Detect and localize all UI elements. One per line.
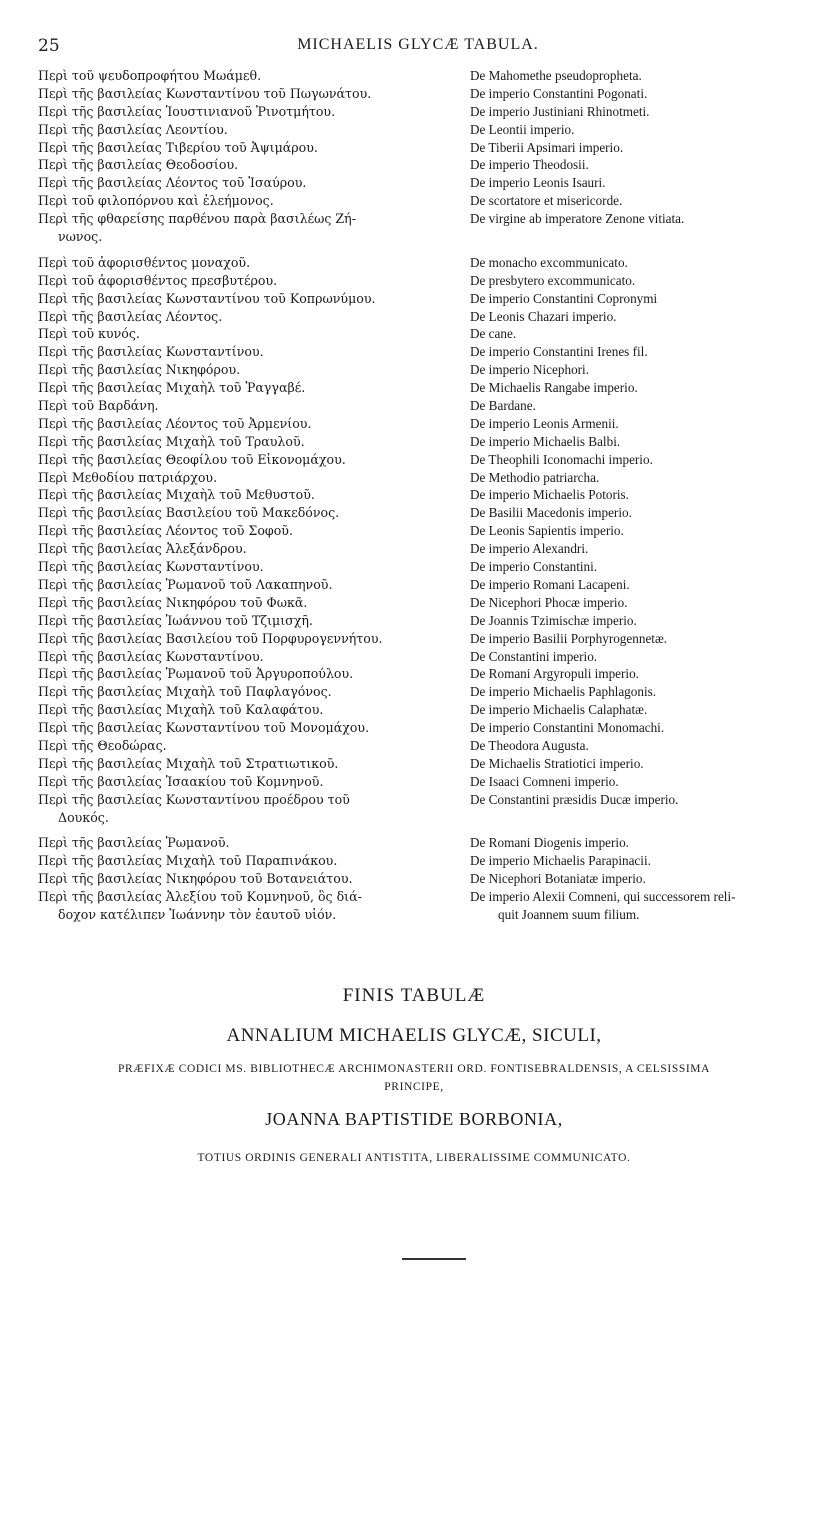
latin-title: De Leonis Chazari imperio. (470, 308, 617, 324)
greek-title: Περὶ τῆς βασιλείας Θεοφίλου τοῦ Εἰκονομάχου. (38, 451, 346, 467)
toc-row (0, 558, 828, 576)
toc-row (0, 504, 828, 522)
latin-title: De Constantini imperio. (470, 648, 598, 664)
toc-row (0, 834, 828, 852)
colophon-borbonia: JOANNA BAPTISTIDE BORBONIA, (265, 1109, 563, 1129)
toc-row (0, 852, 828, 870)
toc-row (0, 139, 828, 157)
greek-title: Περὶ τοῦ Βαρδάνη. (38, 398, 159, 414)
toc-row (0, 522, 828, 540)
toc-row (0, 361, 828, 379)
greek-title: δοχον κατέλιπεν Ἰωάννην τὸν ἑαυτοῦ υἱόν. (58, 906, 337, 922)
toc-row (0, 773, 828, 791)
greek-title: Περὶ τοῦ ἀφορισθέντος μοναχοῦ. (38, 254, 251, 270)
toc-row (0, 701, 828, 719)
toc-row (0, 648, 828, 666)
latin-title: De imperio Alexii Comneni, qui successorem reli- (470, 889, 736, 905)
greek-title: Περὶ τῆς φθαρείσης παρθένου παρὰ βασιλέως Ζή- (38, 211, 356, 227)
page-header (38, 36, 828, 56)
latin-title: De imperio Justiniani Rhinotmeti. (470, 103, 650, 119)
latin-title: De monacho excommunicato. (470, 254, 628, 270)
latin-title: De Romani Diogenis imperio. (470, 835, 629, 851)
toc-row (0, 791, 828, 809)
toc-row (0, 870, 828, 888)
greek-title: Περὶ τῆς βασιλείας Λέοντος τοῦ Ἰσαύρου. (38, 175, 307, 191)
toc-row (0, 755, 828, 773)
table-of-contents (0, 67, 828, 924)
greek-title: Περὶ τῆς βασιλείας Μιχαὴλ τοῦ Μεθυστοῦ. (38, 487, 315, 503)
toc-row (0, 433, 828, 451)
latin-title: De Leontii imperio. (470, 121, 575, 137)
latin-title: De imperio Leonis Armenii. (470, 415, 619, 431)
toc-row (0, 103, 828, 121)
greek-title: Περὶ τῆς βασιλείας Τιβερίου τοῦ Ἀψιμάρου. (38, 139, 318, 155)
toc-row (0, 415, 828, 433)
greek-title: Περὶ τῆς βασιλείας Θεοδοσίου. (38, 157, 239, 173)
toc-row (0, 906, 828, 924)
toc-row (0, 451, 828, 469)
latin-title: De imperio Michaelis Potoris. (470, 487, 629, 503)
toc-row (0, 397, 828, 415)
latin-title: De Joannis Tzimischæ imperio. (470, 612, 637, 628)
latin-title: De imperio Michaelis Parapinacii. (470, 853, 651, 869)
toc-row (0, 272, 828, 290)
greek-title: Περὶ τῆς βασιλείας Ἀλεξάνδρου. (38, 541, 247, 557)
closing-rule (402, 1258, 466, 1260)
greek-title: Περὶ τοῦ ἀφορισθέντος πρεσβυτέρου. (38, 272, 278, 288)
greek-title: Περὶ τῆς βασιλείας Ῥωμανοῦ τοῦ Λακαπηνοῦ. (38, 576, 333, 592)
toc-row (0, 67, 828, 85)
greek-title: Περὶ τοῦ φιλοπόρνου καὶ ἐλεήμονος. (38, 193, 274, 209)
latin-title: De Theophili Iconomachi imperio. (470, 451, 653, 467)
greek-title: Περὶ τῆς βασιλείας Κωνσταντίνου τοῦ Πωγωνάτου. (38, 85, 372, 101)
latin-title: De Basilii Macedonis imperio. (470, 505, 632, 521)
latin-title: De imperio Michaelis Calaphatæ. (470, 702, 648, 718)
greek-title: Περὶ τῆς βασιλείας Μιχαὴλ τοῦ Τραυλοῦ. (38, 433, 305, 449)
toc-row (0, 192, 828, 210)
latin-title: De Michaelis Rangabe imperio. (470, 380, 638, 396)
greek-title: Περὶ τῆς βασιλείας Ἰωάννου τοῦ Τζιμισχῆ. (38, 612, 313, 628)
latin-title: De imperio Michaelis Paphlagonis. (470, 684, 657, 700)
colophon-finis: FINIS TABULÆ (342, 985, 486, 1006)
greek-title: Περὶ τῆς βασιλείας Νικηφόρου τοῦ Βοτανειάτου. (38, 871, 353, 887)
latin-title: De imperio Constantini Monomachi. (470, 720, 665, 736)
greek-title: Περὶ τῆς βασιλείας Ἰσαακίου τοῦ Κομνηνοῦ. (38, 773, 324, 789)
toc-row (0, 576, 828, 594)
toc-row (0, 174, 828, 192)
greek-title: Περὶ τῆς βασιλείας Μιχαὴλ τοῦ Παραπινάκου. (38, 853, 338, 869)
page-number: 25 (38, 36, 60, 56)
greek-title: Περὶ τῆς βασιλείας Νικηφόρου. (38, 362, 241, 378)
latin-title: De imperio Constantini Irenes fil. (470, 344, 648, 360)
toc-row (0, 121, 828, 139)
latin-title: De imperio Nicephori. (470, 362, 590, 378)
greek-title: Περὶ τῆς βασιλείας Νικηφόρου τοῦ Φωκᾶ. (38, 594, 308, 610)
greek-title: Περὶ τῆς βασιλείας Λέοντος τοῦ Ἀρμενίου. (38, 415, 312, 431)
toc-row (0, 156, 828, 174)
latin-title: De imperio Basilii Porphyrogennetæ. (470, 630, 668, 646)
latin-title: De imperio Constantini Copronymi (470, 290, 658, 306)
latin-title: De imperio Theodosii. (470, 157, 589, 173)
latin-title: De Bardane. (470, 398, 536, 414)
toc-row (0, 888, 828, 906)
colophon-praefixae: PRÆFIXÆ CODICI MS. BIBLIOTHECÆ ARCHIMONASTERII ORD. FONTISEBRALDENSIS, A CELSISSIMA (118, 1063, 710, 1075)
greek-title: Περὶ τῆς βασιλείας Ῥωμανοῦ. (38, 835, 230, 851)
toc-row (0, 325, 828, 343)
greek-title: Περὶ Μεθοδίου πατριάρχου. (38, 469, 218, 485)
toc-row (0, 254, 828, 272)
greek-title: Περὶ τῆς βασιλείας Ἰουστινιανοῦ Ῥινοτμήτου. (38, 103, 336, 119)
greek-title: Περὶ τῆς βασιλείας Ῥωμανοῦ τοῦ Ἀργυροπούλου. (38, 666, 354, 682)
latin-title: De Isaaci Comneni imperio. (470, 773, 619, 789)
latin-title: De scortatore et misericorde. (470, 193, 623, 209)
latin-title: De imperio Michaelis Balbi. (470, 433, 621, 449)
greek-title: Περὶ τῆς βασιλείας Κωνσταντίνου. (38, 648, 264, 664)
colophon-antistita: TOTIUS ORDINIS GENERALI ANTISTITA, LIBERALISSIME COMMUNICATO. (197, 1152, 631, 1164)
toc-row (0, 85, 828, 103)
latin-title: De Nicephori Botaniatæ imperio. (470, 871, 646, 887)
greek-title: Περὶ τῆς βασιλείας Λέοντος. (38, 308, 223, 324)
latin-title: De imperio Constantini Pogonati. (470, 85, 648, 101)
toc-row (0, 210, 828, 228)
toc-row (0, 308, 828, 326)
toc-row (0, 228, 828, 246)
colophon (0, 985, 828, 1164)
latin-title: quit Joannem suum filium. (498, 906, 640, 922)
latin-title: De Mahomethe pseudopropheta. (470, 68, 642, 83)
greek-title: Περὶ τῆς βασιλείας Κωνσταντίνου. (38, 344, 264, 360)
latin-title: De imperio Romani Lacapeni. (470, 576, 630, 592)
section-gap (0, 246, 828, 254)
toc-row (0, 809, 828, 827)
toc-row (0, 486, 828, 504)
latin-title: De presbytero excommunicato. (470, 272, 636, 288)
toc-row (0, 469, 828, 487)
latin-title: De cane. (470, 326, 517, 342)
toc-row (0, 665, 828, 683)
greek-title: Περὶ τῆς βασιλείας Λεοντίου. (38, 121, 228, 137)
running-title: MICHAELIS GLYCÆ TABULA. (297, 36, 539, 53)
greek-title: Περὶ τῆς βασιλείας Μιχαὴλ τοῦ Ῥαγγαβέ. (38, 380, 306, 396)
toc-row (0, 379, 828, 397)
greek-title: Περὶ τοῦ κυνός. (38, 326, 140, 342)
latin-title: De virgine ab imperatore Zenone vitiata. (470, 211, 685, 227)
colophon-annalium: ANNALIUM MICHAELIS GLYCÆ, SICULI, (226, 1025, 602, 1046)
greek-title: Περὶ τῆς βασιλείας Βασιλείου τοῦ Μακεδόνος. (38, 505, 340, 521)
greek-title: Περὶ τῆς βασιλείας Μιχαὴλ τοῦ Στρατιωτικοῦ. (38, 755, 339, 771)
greek-title: Περὶ τῆς βασιλείας Μιχαὴλ τοῦ Καλαφάτου. (38, 702, 324, 718)
latin-title: De Leonis Sapientis imperio. (470, 523, 624, 539)
colophon-principe: PRINCIPE, (384, 1081, 444, 1093)
section-gap (0, 826, 828, 834)
latin-title: De Romani Argyropuli imperio. (470, 666, 639, 682)
latin-title: De imperio Constantini. (470, 559, 598, 575)
latin-title: De Theodora Augusta. (470, 737, 589, 753)
greek-title: Περὶ τῆς βασιλείας Ἀλεξίου τοῦ Κομνηνοῦ, ὃς διά- (38, 889, 362, 905)
greek-title: Περὶ τῆς βασιλείας Λέοντος τοῦ Σοφοῦ. (38, 523, 293, 539)
latin-title: De imperio Alexandri. (470, 541, 589, 557)
greek-title: Περὶ τῆς βασιλείας Κωνσταντίνου προέδρου τοῦ (38, 791, 350, 807)
toc-row (0, 737, 828, 755)
latin-title: De Tiberii Apsimari imperio. (470, 139, 624, 155)
greek-title: Περὶ τῆς βασιλείας Κωνσταντίνου τοῦ Κοπρωνύμου. (38, 290, 376, 306)
greek-title: νωνος. (58, 229, 103, 245)
toc-row (0, 540, 828, 558)
greek-title: Δουκός. (58, 809, 109, 825)
toc-row (0, 343, 828, 361)
toc-row (0, 290, 828, 308)
latin-title: De imperio Leonis Isauri. (470, 175, 606, 191)
toc-row (0, 719, 828, 737)
toc-row (0, 683, 828, 701)
latin-title: De Methodio patriarcha. (470, 469, 600, 485)
toc-row (0, 612, 828, 630)
toc-row (0, 594, 828, 612)
greek-title: Περὶ τῆς βασιλείας Βασιλείου τοῦ Πορφυρογεννήτου. (38, 630, 383, 646)
latin-title: De Nicephori Phocæ imperio. (470, 594, 628, 610)
greek-title: Περὶ τῆς βασιλείας Κωνσταντίνου τοῦ Μονομάχου. (38, 720, 370, 736)
greek-title: Περὶ τῆς Θεοδώρας. (38, 737, 167, 753)
greek-title: Περὶ τοῦ ψευδοπροφήτου Μωάμεθ. (38, 68, 262, 83)
toc-row (0, 630, 828, 648)
greek-title: Περὶ τῆς βασιλείας Μιχαὴλ τοῦ Παφλαγόνος. (38, 684, 332, 700)
latin-title: De Michaelis Stratiotici imperio. (470, 755, 644, 771)
latin-title: De Constantini præsidis Ducæ imperio. (470, 791, 679, 807)
greek-title: Περὶ τῆς βασιλείας Κωνσταντίνου. (38, 559, 264, 575)
